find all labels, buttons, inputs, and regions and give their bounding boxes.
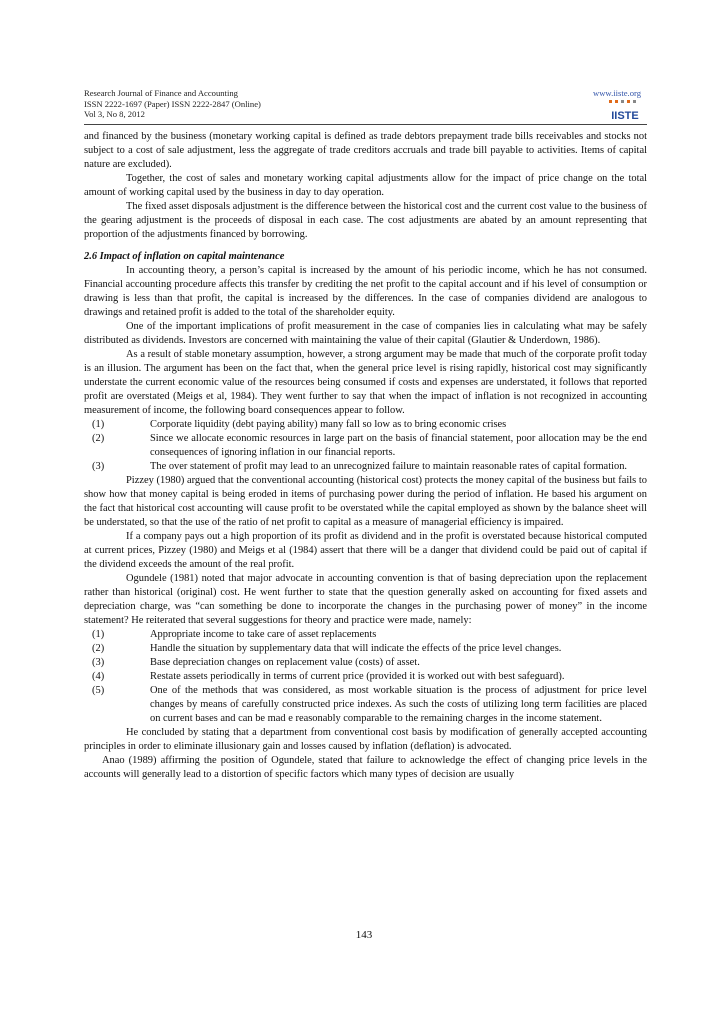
list-item	[84, 656, 647, 670]
paragraph: Anao (1989) affirming the position of Ogundele, stated that failure to acknowledge the effect of changing price levels in the accounts will generally lead to a distortion of specific factors which many types of decision are usually	[84, 755, 647, 780]
suggestions-list	[84, 628, 647, 726]
paragraph: Pizzey (1980) argued that the conventional accounting (historical cost) protects the money capital of the business but fails to show how that money capital is being eroded in items of purchasing power during the period of inflation. He based his argument on the fact that historical cost accounting will cause profit to be overstated while the capital employed as shown by the balance sheet will be understated, so that the use of the ratio of net profit to capital as a measure of managerial efficiency is impaired.	[84, 475, 647, 528]
paragraph: One of the important implications of profit measurement in the case of companies lies in calculating what may be safely distributed as dividends. Investors are concerned with maintaining the value of their capital (Glautier & Underdown, 1986).	[84, 321, 647, 346]
paragraph: Together, the cost of sales and monetary working capital adjustments allow for the impact of price change on the total amount of working capital used by the business in day to day operation.	[84, 173, 647, 198]
list-item	[84, 432, 647, 460]
journal-url[interactable]: www.iiste.org	[593, 88, 641, 98]
consequences-list	[84, 418, 647, 474]
paragraph: As a result of stable monetary assumption, however, a strong argument may be made that much of the corporate profit today is an illusion. The argument has been on the fact that, when the general price level is rising rapidly, historical cost may significantly understate the current economic value of the resources being consumed if costs and expenses are understated, it follows that reported profit are overstated (Meigs et al, 1984). They went further to say that when the impact of inflation is not recognized in accounting measurement of income, the following board consequences appear to follow.	[84, 349, 647, 416]
header-rule	[84, 124, 647, 125]
list-number: (2)	[92, 643, 105, 654]
list-item	[84, 642, 647, 656]
issn-line: ISSN 2222-1697 (Paper) ISSN 2222-2847 (Online)	[84, 98, 261, 109]
list-item	[84, 628, 647, 642]
svg-text:IISTE: IISTE	[611, 110, 639, 122]
paragraph: and financed by the business (monetary working capital is defined as trade debtors prepayment trade bills receivables and stocks not subject to a cost of sale adjustment, less the aggregate of trade creditors accruals and trade bill payable to activities. Items of capital nature are excluded).	[84, 131, 647, 170]
paragraph: Ogundele (1981) noted that major advocate in accounting convention is that of basing depreciation upon the replacement rather than historical (original) cost. He went further to state that the question generally asked on accounting for fixed assets and depreciation charge, was “can something be done to incorporate the changes in the purchasing power of money” in the income statement? He reiterated that several suggestions for theory and practice were made, namely:	[84, 573, 647, 626]
paragraph: If a company pays out a high proportion of its profit as dividend and in the profit is overstated because historical computed at current prices, Pizzey (1980) and Meigs et al (1984) assert that there will be a danger that dividend could be paid out of capital if the dividend exceeds the amount of the real profit.	[84, 531, 647, 570]
list-text: Corporate liquidity (debt paying ability) many fall so low as to bring economic crises	[150, 419, 507, 430]
running-header	[84, 88, 647, 122]
list-text: Appropriate income to take care of asset replacements	[150, 629, 377, 640]
list-item	[84, 670, 647, 684]
list-number: (3)	[92, 657, 105, 668]
list-text: Since we allocate economic resources in large part on the basis of financial statement, poor allocation may be the end consequences of ignoring inflation in our financial reports.	[150, 433, 647, 458]
paragraph: In accounting theory, a person’s capital is increased by the amount of his periodic income, which he has not consumed. Financial accounting procedure affects this transfer by crediting the net profit to the capital account and if his level of consumption or drawing is less than that profit, the capital is increased by the differences. In the case of companies dividend are analogous to drawings and retained profit is added to the total of the shareholder equity.	[84, 265, 647, 318]
list-item	[84, 418, 647, 432]
list-number: (1)	[92, 629, 105, 640]
page-number: 143	[355, 929, 373, 941]
page	[84, 88, 647, 780]
volume-line: Vol 3, No 8, 2012	[84, 109, 145, 120]
list-text: The over statement of profit may lead to an unrecognized failure to maintain reasonable rates of capital formation.	[150, 461, 628, 472]
list-number: (5)	[92, 685, 105, 696]
list-number: (1)	[92, 419, 105, 430]
journal-name: Research Journal of Finance and Accounting	[84, 88, 238, 98]
list-text: One of the methods that was considered, as most workable situation is the process of adjustment for price level changes by means of carefully constructed price indexes. As such the costs of utilizing long term facilities are placed on current bases and can be mad e reasonably comparable to the remaining charges in the income statement.	[150, 685, 647, 724]
list-text: Restate assets periodically in terms of current price (provided it is worked out with best safeguard).	[150, 671, 565, 682]
iiste-logo	[605, 98, 645, 124]
section-heading: 2.6 Impact of inflation on capital maintenance	[84, 251, 285, 262]
list-text: Base depreciation changes on replacement value (costs) of asset.	[150, 657, 420, 668]
paragraph: He concluded by stating that a department from conventional cost basis by modification of generally accepted accounting principles in order to eliminate illusionary gain and losses caused by inflation (deflation) is advocated.	[84, 727, 647, 752]
list-number: (2)	[92, 433, 105, 444]
journal-info	[84, 88, 261, 120]
list-number: (3)	[92, 461, 105, 472]
list-number: (4)	[92, 671, 105, 682]
list-text: Handle the situation by supplementary data that will indicate the effects of the price level changes.	[150, 643, 562, 654]
list-item	[84, 684, 647, 726]
paragraph: The fixed asset disposals adjustment is the difference between the historical cost and the current cost value to the business of the gearing adjustment is the proceeds of disposal in each case. The cost adjustments are abated by an amount representing that proportion of the adjustments financed by borrowing.	[84, 201, 647, 240]
list-item	[84, 460, 647, 474]
article-body	[84, 130, 647, 782]
